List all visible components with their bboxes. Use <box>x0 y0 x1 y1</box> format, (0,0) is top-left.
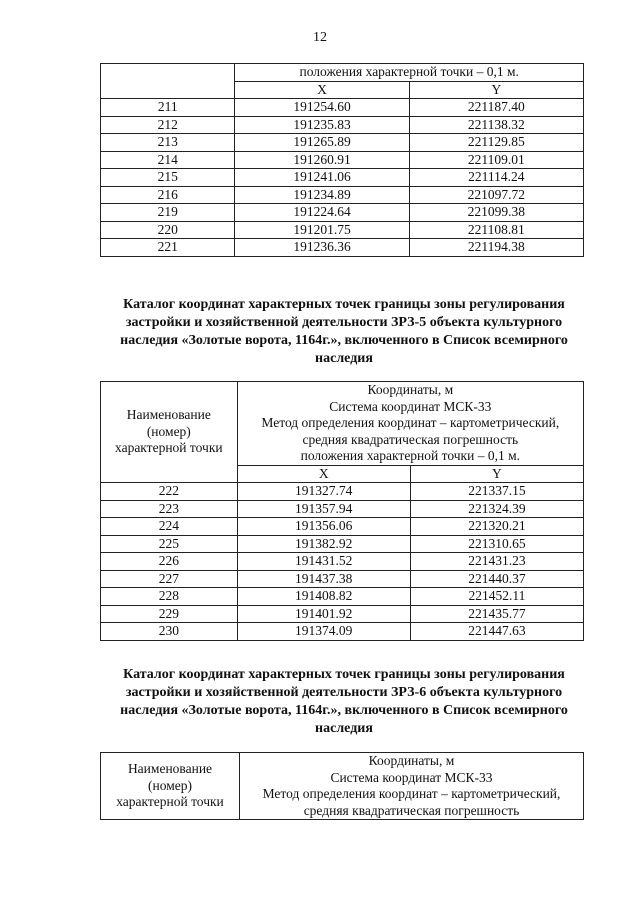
heading-line: наследия <box>315 351 373 366</box>
page-number: 12 <box>313 30 327 45</box>
table-row <box>101 186 584 204</box>
point-number: 226 <box>101 553 238 571</box>
point-number: 225 <box>101 535 238 553</box>
point-number: 220 <box>101 221 235 239</box>
x-value: 191327.74 <box>237 483 410 501</box>
method-header: положения характерной точки – 0,1 м. <box>235 64 584 82</box>
y-value: 221187.40 <box>409 99 583 117</box>
coord-header-line: средняя квадратическая погрешность <box>302 431 519 447</box>
table-row <box>101 151 584 169</box>
name-header-line: Наименование <box>127 761 213 777</box>
coord-header-line: Метод определения координат – картометрический, <box>262 786 561 801</box>
point-number: 212 <box>101 116 235 134</box>
coord-header-line: Метод определения координат – картометрический, <box>261 415 560 430</box>
y-value: 221447.63 <box>410 623 583 641</box>
catalog-heading-zrz5 <box>96 296 592 368</box>
x-column-header: X <box>237 465 410 483</box>
coordinates-header <box>240 753 584 820</box>
y-value: 221099.38 <box>409 204 583 222</box>
heading-line: наследия <box>315 721 373 736</box>
heading-line: наследия «Золотые ворота, 1164г.», включенного в Список всемирного <box>120 703 568 718</box>
point-number: 215 <box>101 169 235 187</box>
coord-header-line: Координаты, м <box>368 753 455 768</box>
table-header-row <box>101 382 584 466</box>
name-column-header <box>101 64 235 99</box>
x-value: 191235.83 <box>235 116 409 134</box>
y-value: 221109.01 <box>409 151 583 169</box>
table-row <box>101 588 584 606</box>
heading-line: Каталог координат характерных точек границы зоны регулирования <box>123 297 565 312</box>
x-value: 191408.82 <box>237 588 410 606</box>
table-row <box>101 221 584 239</box>
table-row <box>101 623 584 641</box>
point-number: 229 <box>101 605 238 623</box>
y-value: 221138.32 <box>409 116 583 134</box>
coordinates-table-2 <box>100 381 584 641</box>
y-value: 221097.72 <box>409 186 583 204</box>
x-value: 191382.92 <box>237 535 410 553</box>
name-header-line: характерной точки <box>116 794 224 810</box>
y-value: 221194.38 <box>409 239 583 257</box>
table-row <box>101 204 584 222</box>
y-value: 221337.15 <box>410 483 583 501</box>
point-number: 214 <box>101 151 235 169</box>
heading-line: застройки и хозяйственной деятельности ЗРЗ-6 объекта культурного <box>125 685 563 700</box>
coordinates-table-3 <box>100 752 584 820</box>
x-column-header: X <box>235 81 409 99</box>
name-column-header <box>101 753 240 820</box>
name-header-line: Наименование <box>126 407 211 423</box>
x-value: 191357.94 <box>237 500 410 518</box>
x-value: 191260.91 <box>235 151 409 169</box>
point-number: 227 <box>101 570 238 588</box>
table-row <box>101 239 584 257</box>
table-row <box>101 99 584 117</box>
x-value: 191201.75 <box>235 221 409 239</box>
heading-line: Каталог координат характерных точек границы зоны регулирования <box>123 667 565 682</box>
point-number: 221 <box>101 239 235 257</box>
table-row <box>101 535 584 553</box>
table-row <box>101 570 584 588</box>
y-value: 221129.85 <box>409 134 583 152</box>
coord-header-line: Система координат МСК-33 <box>329 398 492 414</box>
point-number: 219 <box>101 204 235 222</box>
table-header-row <box>101 64 584 82</box>
y-value: 221320.21 <box>410 518 583 536</box>
table-row <box>101 553 584 571</box>
y-column-header: Y <box>409 81 583 99</box>
coord-header-line: средняя квадратическая погрешность <box>303 802 520 818</box>
point-number: 211 <box>101 99 235 117</box>
heading-line: наследия «Золотые ворота, 1164г.», включенного в Список всемирного <box>120 333 568 348</box>
point-number: 213 <box>101 134 235 152</box>
catalog-heading-zrz6 <box>96 666 592 738</box>
x-value: 191401.92 <box>237 605 410 623</box>
y-value: 221440.37 <box>410 570 583 588</box>
y-value: 221114.24 <box>409 169 583 187</box>
x-value: 191236.36 <box>235 239 409 257</box>
table-row <box>101 500 584 518</box>
x-value: 191224.64 <box>235 204 409 222</box>
point-number: 230 <box>101 623 238 641</box>
point-number: 216 <box>101 186 235 204</box>
table-row <box>101 483 584 501</box>
coord-header-line: положения характерной точки – 0,1 м. <box>300 448 520 463</box>
x-value: 191374.09 <box>237 623 410 641</box>
y-column-header: Y <box>410 465 583 483</box>
table-header-row <box>101 753 584 820</box>
y-value: 221108.81 <box>409 221 583 239</box>
table-row <box>101 518 584 536</box>
y-value: 221435.77 <box>410 605 583 623</box>
heading-line: застройки и хозяйственной деятельности ЗРЗ-5 объекта культурного <box>125 315 563 330</box>
coordinates-table-1 <box>100 63 584 257</box>
x-value: 191437.38 <box>237 570 410 588</box>
point-number: 223 <box>101 500 238 518</box>
point-number: 222 <box>101 483 238 501</box>
coord-header-line: Координаты, м <box>367 382 454 397</box>
x-value: 191265.89 <box>235 134 409 152</box>
name-column-header <box>101 382 238 483</box>
y-value: 221431.23 <box>410 553 583 571</box>
coord-header-line: Система координат МСК-33 <box>330 769 493 785</box>
table-row <box>101 134 584 152</box>
table-row <box>101 169 584 187</box>
y-value: 221310.65 <box>410 535 583 553</box>
y-value: 221452.11 <box>410 588 583 606</box>
y-value: 221324.39 <box>410 500 583 518</box>
x-value: 191234.89 <box>235 186 409 204</box>
x-value: 191431.52 <box>237 553 410 571</box>
x-value: 191356.06 <box>237 518 410 536</box>
name-header-line: (номер) <box>146 423 191 439</box>
x-value: 191241.06 <box>235 169 409 187</box>
name-header-line: (номер) <box>148 777 192 793</box>
table-row <box>101 605 584 623</box>
name-header-line: характерной точки <box>115 440 223 456</box>
coordinates-header <box>237 382 583 466</box>
x-value: 191254.60 <box>235 99 409 117</box>
point-number: 224 <box>101 518 238 536</box>
table-row <box>101 116 584 134</box>
point-number: 228 <box>101 588 238 606</box>
